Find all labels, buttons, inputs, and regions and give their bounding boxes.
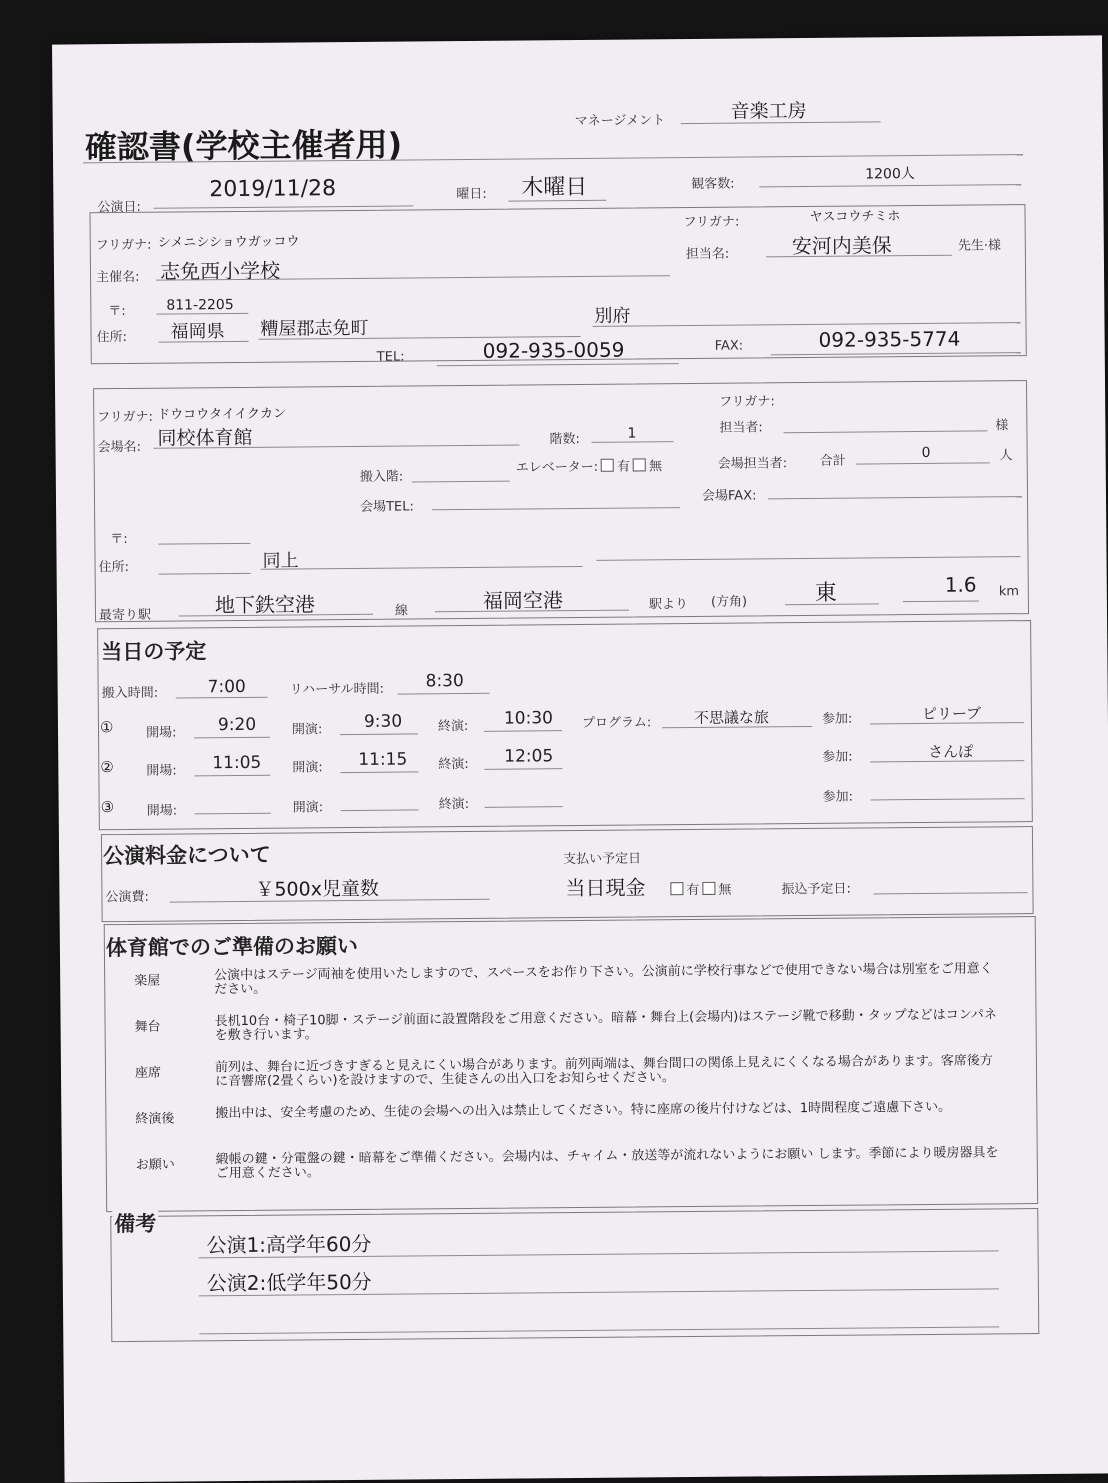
row2-start-label: 開演: xyxy=(292,760,323,776)
weekday-underline xyxy=(508,200,606,202)
row3-open-label: 開場: xyxy=(146,803,178,819)
row2-start-value: 11:15 xyxy=(358,749,408,770)
transfer-label: 振込予定日: xyxy=(781,881,851,898)
contact-label: 担当名: xyxy=(685,246,730,263)
venue-contact-furigana-label: フリガナ: xyxy=(719,394,775,410)
staff-total-label: 合計 xyxy=(819,453,846,469)
floors-label: 階数: xyxy=(549,431,580,448)
venue-fax-label: 会場FAX: xyxy=(701,488,757,504)
organizer-name-value: 志免西小学校 xyxy=(159,258,281,284)
venue-tel-label: 会場TEL: xyxy=(360,499,414,515)
date-underline xyxy=(153,205,413,208)
management-value: 音楽工房 xyxy=(730,99,807,123)
row2-join-label: 参加: xyxy=(822,749,853,765)
pay-no-label: 無 xyxy=(718,882,732,898)
venue-address-value: 同上 xyxy=(262,550,299,572)
request-text-after: 搬出中は、安全考慮のため、生徒の会場への出入は禁止してください。特に座席の後片付けなどは、1時間程度ご遠慮下さい。 xyxy=(215,1099,952,1122)
nearest-station-label: 最寄り駅 xyxy=(98,607,152,624)
audience-label: 観客数: xyxy=(691,176,735,193)
pay-no-checkbox[interactable] xyxy=(702,882,715,895)
audience-value: 1200人 xyxy=(865,166,915,183)
station-value: 福岡空港 xyxy=(482,588,563,613)
request-label-please: お願い xyxy=(135,1157,175,1173)
contact-furigana-label: フリガナ: xyxy=(683,214,740,231)
distance-value: 1.6 xyxy=(944,572,977,597)
remarks-line-2: 公演2:低学年50分 xyxy=(206,1269,372,1296)
elevator-no-label: 無 xyxy=(649,459,663,475)
date-label: 公演日: xyxy=(97,199,141,216)
floors-value: 1 xyxy=(627,425,637,442)
venue-contact-suffix: 様 xyxy=(995,418,1009,434)
elevator-label-text: エレベーター: xyxy=(515,459,599,476)
weekday-value: 木曜日 xyxy=(521,174,588,201)
row2-end-value: 12:05 xyxy=(504,746,554,767)
row1-open-label: 開場: xyxy=(145,725,177,741)
remarks-line-1: 公演1:高学年60分 xyxy=(206,1231,372,1258)
line-label: 線 xyxy=(394,603,409,619)
loading-floor-label: 搬入階: xyxy=(359,469,404,485)
postal-value: 811-2205 xyxy=(166,297,234,314)
venue-address-label: 住所: xyxy=(98,559,130,576)
contact-value: 安河内美保 xyxy=(791,233,892,259)
organizer-furigana-value: シメニシショウガッコウ xyxy=(157,234,300,251)
address-area: 別府 xyxy=(594,305,631,327)
address-city: 糟屋郡志免町 xyxy=(260,317,369,340)
load-in-value: 7:00 xyxy=(207,676,246,698)
row2-end-label: 終演: xyxy=(438,756,469,773)
row1-number: ① xyxy=(99,718,114,737)
date-value: 2019/11/28 xyxy=(209,176,337,203)
organizer-furigana-label: フリガナ: xyxy=(95,237,152,254)
row1-start-value: 9:30 xyxy=(363,711,403,732)
schedule-heading: 当日の予定 xyxy=(101,639,207,665)
row1-start-label: 開演: xyxy=(291,722,323,738)
staff-total-value: 0 xyxy=(921,444,931,462)
venue-furigana-value: ドウコウタイイクカン xyxy=(157,406,287,423)
contact-furigana-value: ヤスコウチミホ xyxy=(809,209,901,225)
from-station-label: 駅より xyxy=(648,597,689,613)
pay-value: 当日現金 xyxy=(565,875,646,901)
tel-label: TEL: xyxy=(376,349,405,365)
venue-name-value: 同校体育館 xyxy=(157,426,253,450)
row3-number: ③ xyxy=(100,798,115,817)
staff-label: 会場担当者: xyxy=(717,456,788,472)
venue-contact-label: 担当者: xyxy=(719,420,763,436)
row1-join-label: 参加: xyxy=(821,711,853,727)
address-pref: 福岡県 xyxy=(170,321,225,343)
staff-unit: 人 xyxy=(999,448,1013,464)
contact-suffix: 先生·様 xyxy=(957,238,1002,254)
line-value: 地下鉄空港 xyxy=(214,592,316,618)
row1-end-value: 10:30 xyxy=(503,708,554,729)
row1-program-value: 不思議な旅 xyxy=(693,708,770,728)
rehearsal-value: 8:30 xyxy=(425,671,464,692)
tel-underline xyxy=(437,363,679,366)
audience-underline xyxy=(759,184,1021,187)
row1-open-value: 9:20 xyxy=(217,714,257,736)
form-title: 確認書(学校主催者用) xyxy=(84,125,403,167)
management-underline xyxy=(681,121,881,124)
weekday-label: 曜日: xyxy=(456,186,487,203)
fax-value: 092-935-5774 xyxy=(818,326,961,352)
organizer-name-label: 主催名: xyxy=(95,269,140,286)
row2-number: ② xyxy=(100,758,114,777)
row1-join-value: ピリーブ xyxy=(921,704,982,724)
load-in-label: 搬入時間: xyxy=(101,685,159,702)
management-label: マネージメント xyxy=(574,113,666,130)
distance-unit: km xyxy=(998,584,1020,600)
request-text-please: 緞帳の鍵・分電盤の鍵・暗幕をご準備ください。会場内は、チャイム・放送等が流れないようにお願い します。季節により暖房器具をご用意ください。 xyxy=(215,1145,999,1182)
confirmation-form-sheet xyxy=(52,35,1108,1482)
row3-join-label: 参加: xyxy=(822,789,854,805)
row1-program-label: プログラム: xyxy=(581,715,652,731)
row3-end-label: 終演: xyxy=(438,796,470,813)
venue-postal-label: 〒: xyxy=(110,531,128,548)
row2-open-value: 11:05 xyxy=(212,752,262,774)
elevator-yes-label: 有 xyxy=(617,459,631,475)
pay-date-label: 支払い予定日 xyxy=(563,851,642,868)
request-text-dressing: 公演中はステージ両袖を使用いたしますので、スペースをお作り下さい。公演前に学校行事などで使用できない場合は別室をご用意ください。 xyxy=(214,961,993,998)
direction-value: 東 xyxy=(814,580,837,606)
request-text-seats: 前列は、舞台に近づきすぎると見えにくい場合があります。前列両端は、舞台間口の関係上見えにくくなる場合があります。客席後方に音響席(2畳くらい)を設けますので、生徒さんの出入口をお知らせください。 xyxy=(214,1053,993,1090)
postal-label: 〒: xyxy=(108,303,126,320)
row2-join-value: さんぽ xyxy=(928,742,974,761)
request-label-seats: 座席 xyxy=(134,1065,162,1081)
venue-name-label: 会場名: xyxy=(97,439,141,456)
request-label-after: 終演後 xyxy=(135,1111,175,1127)
venue-furigana-label: フリガナ: xyxy=(97,409,154,426)
pay-yes-label: 有 xyxy=(686,882,700,899)
requests-heading: 体育館でのご準備のお願い xyxy=(105,933,359,961)
request-label-dressing: 楽屋 xyxy=(134,973,161,989)
request-label-stage: 舞台 xyxy=(134,1019,161,1035)
elevator-yes-checkbox[interactable] xyxy=(601,459,614,472)
fee-label: 公演費: xyxy=(105,889,149,906)
pay-options xyxy=(667,879,731,899)
address-label: 住所: xyxy=(96,329,128,346)
rehearsal-label: リハーサル時間: xyxy=(289,681,385,698)
row3-start-label: 開演: xyxy=(292,800,324,816)
direction-label: (方角) xyxy=(710,594,748,610)
remarks-heading: 備考 xyxy=(112,1208,158,1238)
pay-yes-checkbox[interactable] xyxy=(670,882,683,895)
tel-value: 092-935-0059 xyxy=(482,337,625,363)
request-text-stage: 長机10台・椅子10脚・ステージ前面に設置階段をご用意ください。暗幕・舞台上(会場内)はステージ靴で移動・タップなどはコンパネを敷き行います。 xyxy=(214,1007,997,1044)
fee-value: ￥500x児童数 xyxy=(255,877,380,901)
fax-label: FAX: xyxy=(714,338,744,354)
elevator-label xyxy=(516,455,663,475)
row1-end-label: 終演: xyxy=(437,718,469,735)
elevator-no-checkbox[interactable] xyxy=(633,458,646,471)
row2-open-label: 開場: xyxy=(146,763,177,779)
fee-heading: 公演料金について xyxy=(102,842,271,869)
